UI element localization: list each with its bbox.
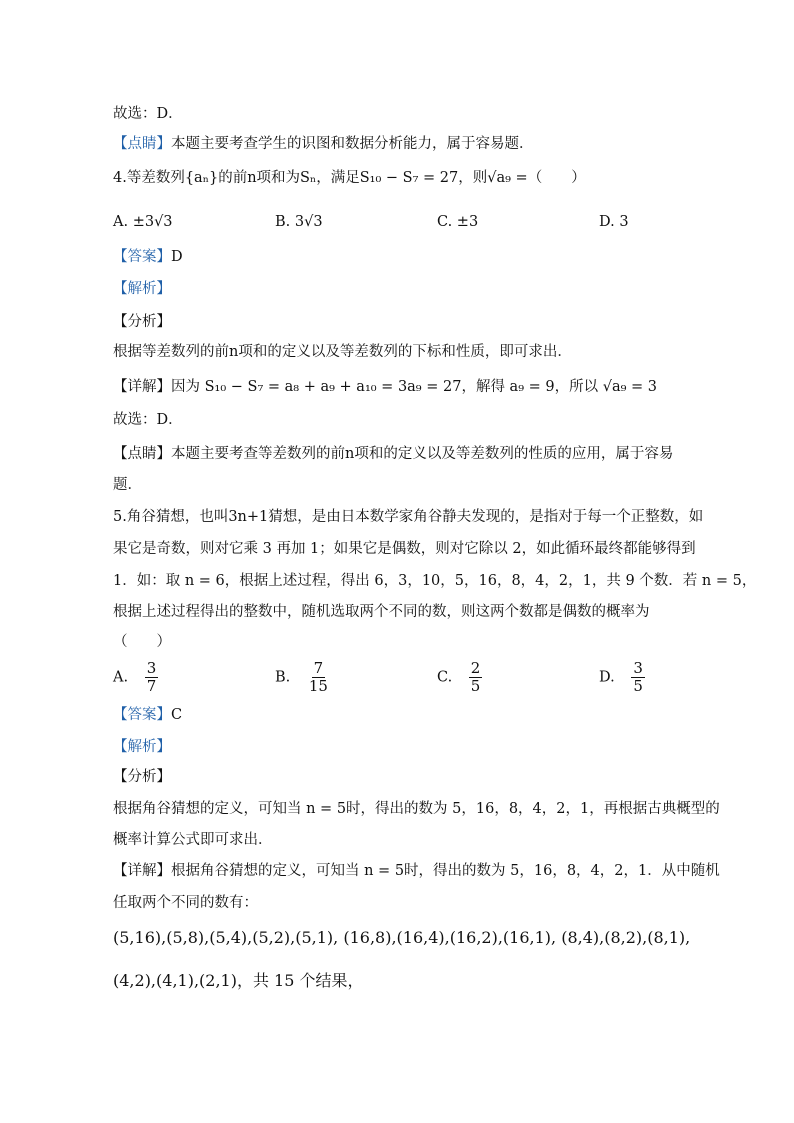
detail-text-5: 根据角谷猜想的定义，可知当 n = 5时，得出的数为 5，16，8，4，2，1．从中随机 xyxy=(171,863,720,879)
conclusion-line-2: 故选：D． xyxy=(113,412,183,428)
q4-choice-b: B. 3√3 xyxy=(275,214,323,230)
question-5-blank: （ ） xyxy=(113,634,171,650)
fenxi-text-4: 根据等差数列的前n项和的定义以及等差数列的下标和性质，即可求出． xyxy=(113,344,572,360)
answer-tag-5: 【答案】 xyxy=(113,707,171,723)
q5-choice-b-label: B. xyxy=(275,669,291,686)
comment-text: 本题主要考查学生的识图和数据分析能力，属于容易题． xyxy=(171,136,534,152)
answer-value: D xyxy=(171,249,183,265)
q5-choice-a-label: A. xyxy=(113,669,129,686)
q5-choice-d-label: D. xyxy=(599,669,615,686)
fenxi-heading-5: 【分析】 xyxy=(113,769,171,785)
fenxi-heading: 【分析】 xyxy=(113,314,171,330)
analysis-heading-5: 【解析】 xyxy=(113,739,171,755)
comment-tag-2: 【点睛】 xyxy=(113,446,171,462)
question-4: 4.等差数列{aₙ}的前n项和为Sₙ，满足S₁₀ − S₇ = 27，则√a₉ =（ ） xyxy=(113,170,586,186)
question-5-line-2: 果它是奇数，则对它乘 3 再加 1；如果它是偶数，则对它除以 2，如此循环最终都能够得到 xyxy=(113,541,696,557)
detail-text-5-line-2: 任取两个不同的数有： xyxy=(113,895,258,911)
answer-tag: 【答案】 xyxy=(113,249,171,265)
q4-choice-a: A. ±3√3 xyxy=(113,214,173,230)
q4-choice-c: C. ±3 xyxy=(437,214,479,230)
q5-choice-b xyxy=(275,660,330,695)
pairs-line-2: (4,2),(4,1),(2,1)，共 15 个结果， xyxy=(113,971,364,990)
fenxi-text-5-line-1: 根据角谷猜想的定义，可知当 n = 5时，得出的数为 5，16，8，4，2，1，再根据古典概型的 xyxy=(113,801,720,817)
question-5-line-1: 5.角谷猜想，也叫3n+1猜想，是由日本数学家角谷静夫发现的，是指对于每一个正整数，如 xyxy=(113,509,704,525)
comment-tag: 【点睛】 xyxy=(113,136,171,152)
detail-tag: 【详解】 xyxy=(113,379,171,395)
detail-text: 因为 S₁₀ − S₇ = a₈ + a₉ + a₁₀ = 3a₉ = 27，解得 a₉ = 9，所以 √a₉ = 3 xyxy=(171,379,657,395)
detail-tag-5: 【详解】 xyxy=(113,863,171,879)
detail-line-4 xyxy=(113,377,657,397)
analysis-heading: 【解析】 xyxy=(113,281,171,297)
q5-choice-d-fraction: $\frac{3}{5}$ xyxy=(633,659,643,695)
answer-value-5: C xyxy=(171,707,183,723)
q5-choice-a-fraction: $\frac{3}{7}$ xyxy=(146,659,157,695)
q5-choice-c xyxy=(437,660,482,695)
q5-choice-c-fraction: $\frac{2}{5}$ xyxy=(470,659,481,695)
comment-text-2: 本题主要考查等差数列的前n项和的定义以及等差数列的性质的应用，属于容易 xyxy=(171,446,674,462)
question-5-line-4: 根据上述过程得出的整数中，随机选取两个不同的数，则这两个数都是偶数的概率为 xyxy=(113,604,650,620)
comment-text-2-cont: 题． xyxy=(113,477,142,493)
pairs-line-1: (5,16),(5,8),(5,4),(5,2),(5,1), (16,8),(16,4),(16,2),(16,1), (8,4),(8,2),(8,1), xyxy=(113,928,691,947)
detail-line-5 xyxy=(113,861,720,881)
answer-line-5 xyxy=(113,705,182,725)
fenxi-text-5-line-2: 概率计算公式即可求出． xyxy=(113,832,273,848)
comment-line-2 xyxy=(113,444,673,464)
q4-choice-d: D. 3 xyxy=(599,214,629,230)
question-5-line-3: 1．如：取 n = 6，根据上述过程，得出 6，3，10，5，16，8，4，2，1，共 9 个数．若 n = 5， xyxy=(113,573,757,589)
q5-choice-b-fraction: $\frac{7}{15}$ xyxy=(308,659,328,695)
q5-choice-c-label: C. xyxy=(437,669,453,686)
answer-line-4 xyxy=(113,247,183,267)
q5-choice-a xyxy=(113,660,158,695)
conclusion-line: 故选：D． xyxy=(113,106,183,122)
comment-line xyxy=(113,134,534,154)
q5-choice-d xyxy=(599,660,645,695)
